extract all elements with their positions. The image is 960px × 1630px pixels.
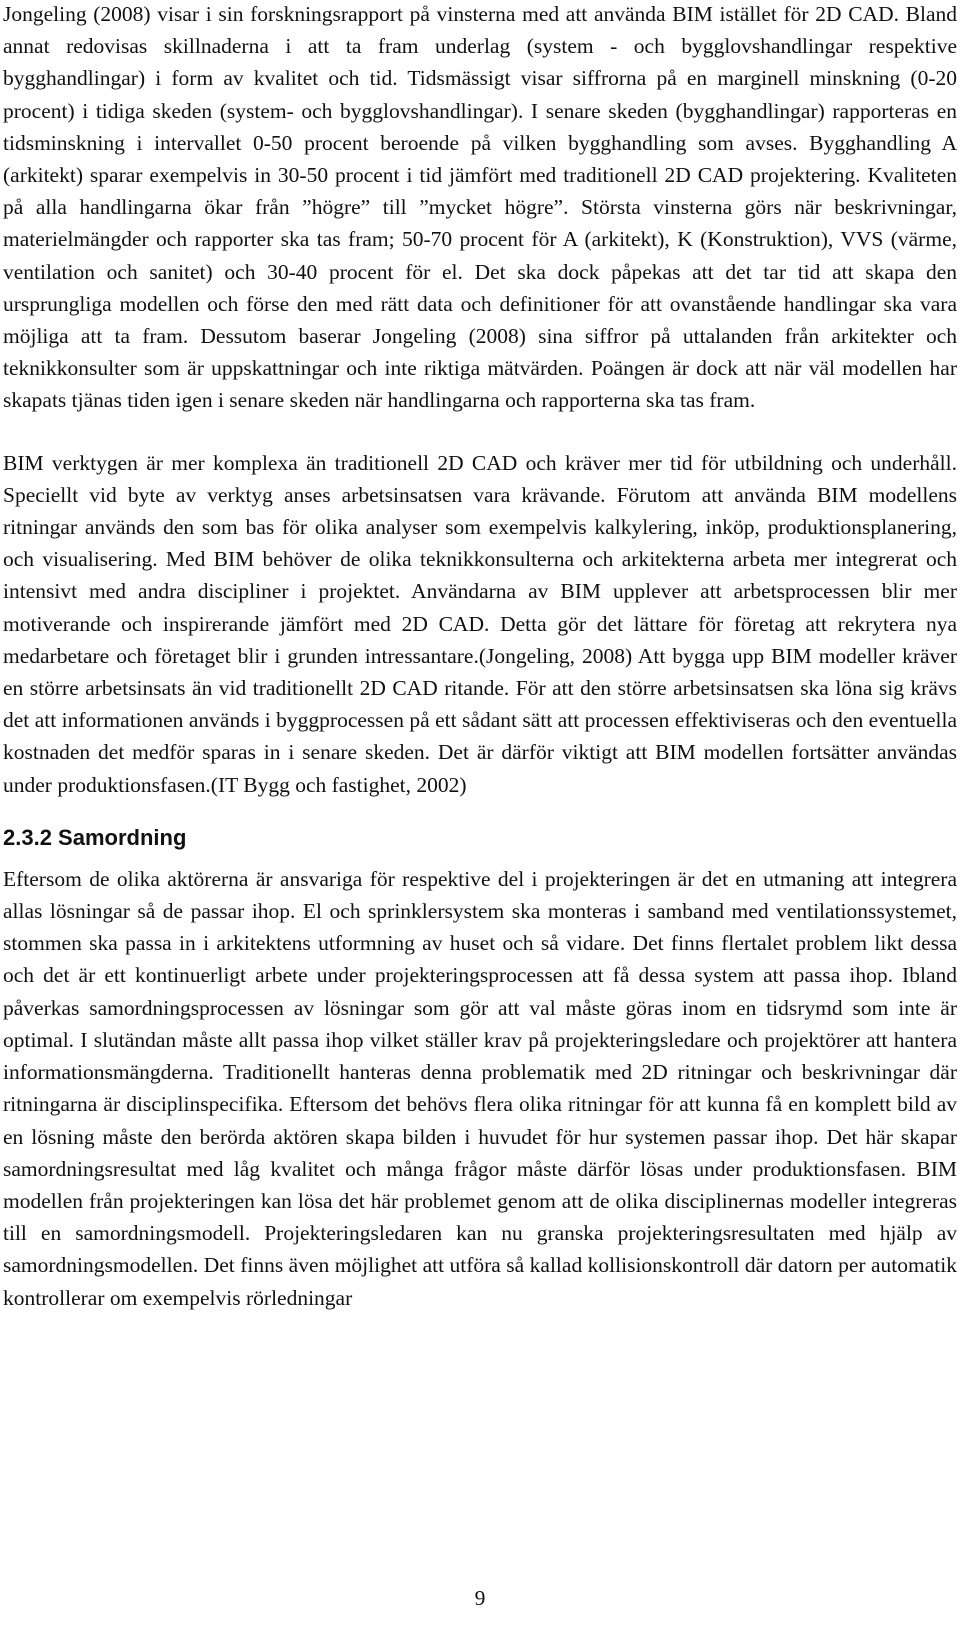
body-paragraph-samordning: Eftersom de olika aktörerna är ansvariga för respektive del i projekteringen är det en utmaning att integrera allas lösningar så de passar ihop. El och sprinklersystem ska monteras i samband med ventilationssystemet, stommen ska passa in i arkitektens utformning av huset och så vidare. Det finns flertalet problem likt dessa och det är ett kontinuerligt arbete under projekteringsprocessen att få dessa system att passa ihop. Ibland påverkas samordningsprocessen av lösningar som gör att val måste göras inom en tidsrymd som inte är optimal. I slutändan måste allt passa ihop vilket ställer krav på projekteringsledare och projektörer att hantera informationsmängderna. Traditionellt hanteras denna problematik med 2D ritningar och beskrivningar där ritningarna är disciplinspecifika. Eftersom det behövs flera olika ritningar för att kunna få en komplett bild av en lösning måste den berörda aktören skapa bilden i huvudet för hur systemen passar ihop. Det här skapar samordningsresultat med låg kvalitet och många frågor måste därför lösas under produktionsfasen. BIM modellen från projekteringen kan lösa det här problemet genom att de olika disciplinernas modeller integreras till en samordningsmodell. Projekteringsledaren kan nu granska projekteringsresultaten med hjälp av samordningsmodellen. Det finns även möjlighet att utföra så kallad kollisionskontroll där datorn per automatik kontrollerar om exempelvis rörledningar [3, 866, 957, 1310]
document-page [3, 0, 957, 1314]
page-number: 9 [474, 1586, 486, 1610]
body-paragraph-bim-tools: BIM verktygen är mer komplexa än traditionell 2D CAD och kräver mer tid för utbildning och underhåll. Speciellt vid byte av verktyg anses arbetsinsatsen vara krävande. Förutom att använda BIM modellens ritningar används den som bas för olika analyser som exempelvis kalkylering, inköp, produktionsplanering, och visualisering. Med BIM behöver de olika teknikkonsulterna och arkitekterna arbeta mer integrerat och intensivt med andra discipliner i projektet. Användarna av BIM upplever att arbetsprocessen blir mer motiverande och inspirerande jämfört med 2D CAD. Detta gör det lättare för företag att rekrytera nya medarbetare och företaget blir i grunden intressantare.(Jongeling, 2008) Att bygga upp BIM modeller kräver en större arbetsinsats än vid traditionellt 2D CAD ritande. För att den större arbetsinsatsen ska löna sig krävs det att informationen används i byggprocessen på ett sådant sätt att processen effektiviseras och den eventuella kostnaden det medför sparas in i senare skeden. Det är därför viktigt att BIM modellen fortsätter användas under produktionsfasen.(IT Bygg och fastighet, 2002) [3, 450, 957, 797]
section-heading: 2.3.2 Samordning [3, 824, 187, 850]
body-paragraph-jongeling: Jongeling (2008) visar i sin forskningsrapport på vinsterna med att använda BIM istället för 2D CAD. Bland annat redovisas skillnaderna i att ta fram underlag (system - och bygglovshandlingar respektive bygghandlingar) i form av kvalitet och tid. Tidsmässigt visar siffrorna på en marginell minskning (0-20 procent) i tidiga skeden (system- och bygglovshandlingar). I senare skeden (bygghandlingar) rapporteras en tidsminskning i intervallet 0-50 procent beroende på vilken bygghandling som avses. Bygghandling A (arkitekt) sparar exempelvis in 30-50 procent i tid jämfört med traditionell 2D CAD projektering. Kvaliteten på alla handlingarna ökar från ”högre” till ”mycket högre”. Största vinsterna görs när beskrivningar, materielmängder och rapporter ska tas fram; 50-70 procent för A (arkitekt), K (Konstruktion), VVS (värme, ventilation och sanitet) och 30-40 procent för el. Det ska dock påpekas att det tar tid att skapa den ursprungliga modellen och förse den med rätt data och definitioner för att ovanstående handlingar ska vara möjliga att ta fram. Dessutom baserar Jongeling (2008) sina siffror på uttalanden från arkitekter och teknikkonsulter som är uppskattningar och inte riktiga mätvärden. Poängen är dock att när väl modellen har skapats tjänas tiden igen i senare skeden när handlingarna och rapporterna ska tas fram. [3, 2, 957, 413]
